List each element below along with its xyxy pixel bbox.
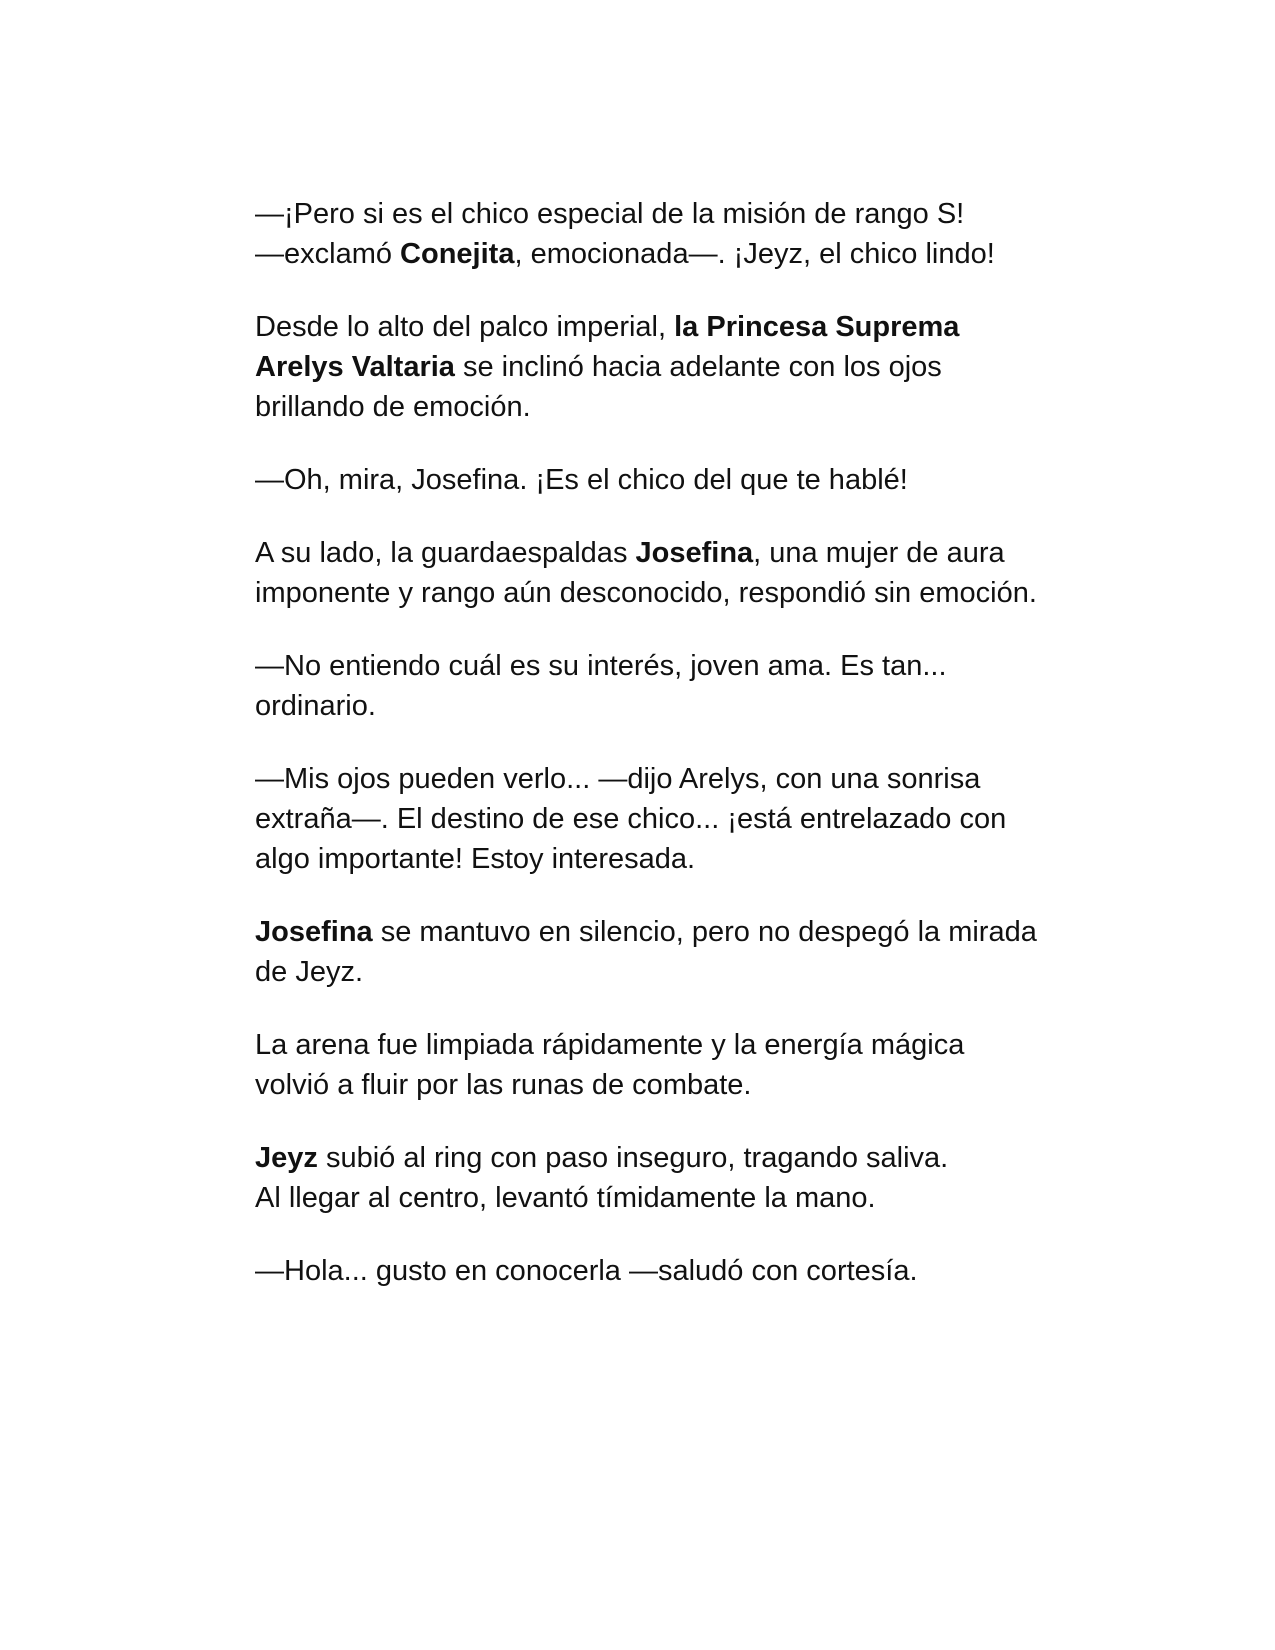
text-run: Desde lo alto del palco imperial,: [255, 311, 675, 343]
paragraph: [255, 759, 1045, 879]
paragraph: [255, 194, 1045, 274]
bold-name: Conejita: [400, 238, 515, 270]
bold-name: Josefina: [255, 916, 373, 948]
text-column: [255, 194, 1045, 1291]
bold-name: Josefina: [635, 537, 754, 569]
text-run: —exclamó: [255, 238, 401, 270]
text-run: , emocionada—. ¡Jeyz, el chico lindo!: [514, 238, 995, 270]
paragraph: [255, 1251, 1045, 1291]
text-run: —Mis ojos pueden verlo... —dijo Arelys, con una sonrisa extraña—. El destino de ese chico... ¡está entrelazado con algo importante! Estoy interesada.: [255, 763, 1007, 875]
text-run: —Hola... gusto en conocerla —saludó con cortesía.: [255, 1255, 918, 1287]
text-run: se inclinó hacia adelante con los ojos brillando de emoción.: [255, 351, 942, 423]
text-run: —Oh, mira, Josefina. ¡Es el chico del que te hablé!: [255, 464, 908, 496]
text-run: subió al ring con paso inseguro, tragando saliva.: [317, 1142, 949, 1174]
bold-name: Jeyz: [255, 1142, 318, 1174]
text-run: —No entiendo cuál es su interés, joven ama. Es tan... ordinario.: [255, 650, 947, 722]
text-run: Al llegar al centro, levantó tímidamente la mano.: [255, 1182, 876, 1214]
paragraph: [255, 307, 1045, 427]
text-run: —¡Pero si es el chico especial de la misión de rango S!: [255, 198, 965, 230]
text-run: La arena fue limpiada rápidamente y la energía mágica volvió a fluir por las runas de combate.: [255, 1029, 965, 1101]
bold-name: la Princesa Suprema Arelys Valtaria: [255, 311, 960, 383]
paragraph: [255, 646, 1045, 726]
paragraph: [255, 1138, 1045, 1218]
paragraph: [255, 912, 1045, 992]
paragraph: [255, 533, 1045, 613]
text-run: A su lado, la guardaespaldas: [255, 537, 636, 569]
text-run: se mantuvo en silencio, pero no despegó la mirada de Jeyz.: [255, 916, 1037, 988]
paragraph: [255, 1025, 1045, 1105]
paragraph: [255, 460, 1045, 500]
text-run: , una mujer de aura imponente y rango aún desconocido, respondió sin emoción.: [255, 537, 1037, 609]
